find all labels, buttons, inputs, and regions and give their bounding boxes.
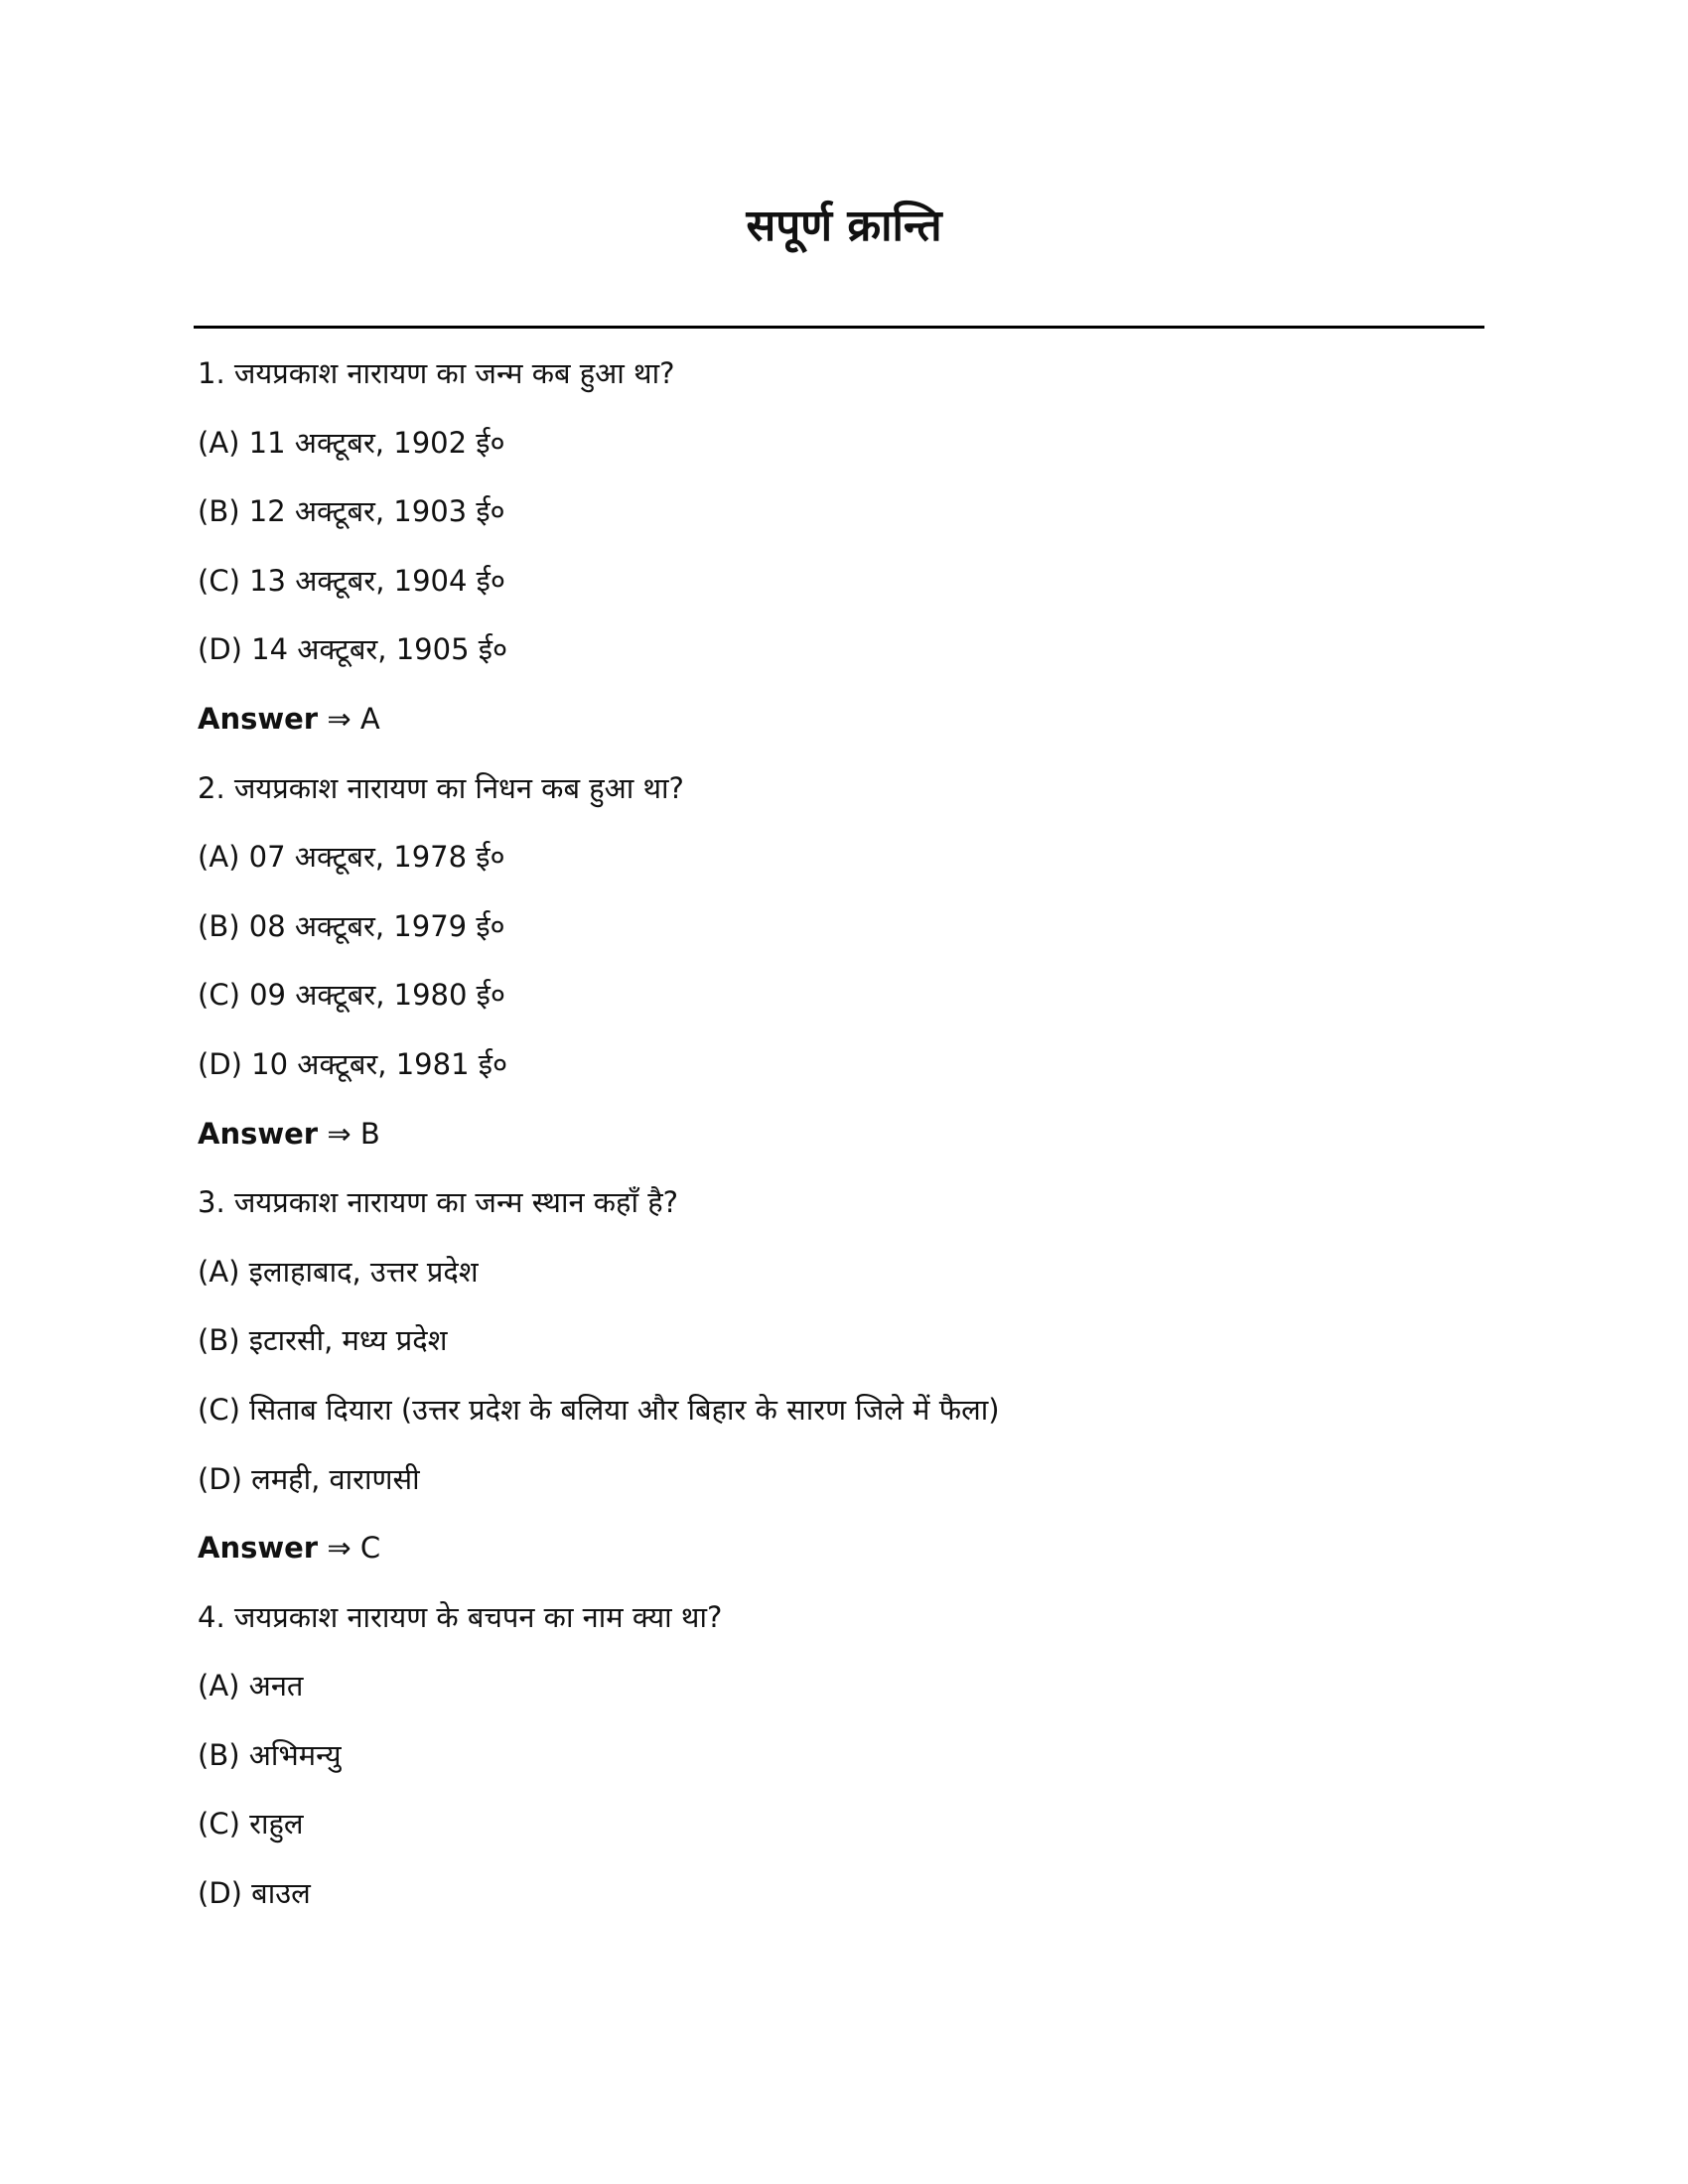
question-text: 3. जयप्रकाश नारायण का जन्म स्थान कहाँ है? (198, 1185, 678, 1220)
answer-value: ⇒ C (327, 1531, 381, 1566)
answer-label: Answer (198, 701, 319, 736)
answer (198, 1100, 1488, 1169)
option-b: (B) 08 अक्टूबर, 1979 ई० (198, 908, 505, 943)
question-3 (198, 1168, 1488, 1583)
option-a: (A) इलाहाबाद, उत्तर प्रदेश (198, 1254, 479, 1289)
option-d: (D) बाउल (198, 1876, 311, 1911)
option-a: (A) 11 अक्टूबर, 1902 ई० (198, 425, 505, 460)
option-c: (C) 09 अक्टूबर, 1980 ई० (198, 978, 505, 1013)
question-text: 1. जयप्रकाश नारायण का जन्म कब हुआ था? (198, 356, 675, 390)
option-c: (C) 13 अक्टूबर, 1904 ई० (198, 563, 505, 598)
question-1 (198, 340, 1488, 754)
option-c: (C) राहुल (198, 1807, 304, 1842)
answer-value: ⇒ B (327, 1116, 380, 1151)
answer-value: ⇒ A (327, 701, 380, 736)
answer-label: Answer (198, 1116, 319, 1151)
option-b: (B) अभिमन्यु (198, 1737, 342, 1772)
option-a: (A) 07 अक्टूबर, 1978 ई० (198, 840, 505, 875)
option-b: (B) इटारसी, मध्य प्रदेश (198, 1323, 448, 1358)
option-b: (B) 12 अक्टूबर, 1903 ई० (198, 494, 505, 529)
answer-label: Answer (198, 1531, 319, 1566)
answer (198, 685, 1488, 754)
page-title: सपूर्ण क्रान्ति (746, 201, 942, 251)
question-4 (198, 1583, 1488, 1929)
title-divider (194, 326, 1484, 329)
question-text: 4. जयप्रकाश नारायण के बचपन का नाम क्या था? (198, 1599, 723, 1634)
option-c: (C) सिताब दियारा (उत्तर प्रदेश के बलिया और बिहार के सारण जिले में फैला) (198, 1392, 1000, 1427)
option-d: (D) लमही, वाराणसी (198, 1461, 420, 1496)
question-text: 2. जयप्रकाश नारायण का निधन कब हुआ था? (198, 770, 684, 805)
answer (198, 1514, 1488, 1583)
option-d: (D) 14 अक्टूबर, 1905 ई० (198, 632, 508, 667)
question-list (198, 340, 1488, 1929)
question-2 (198, 754, 1488, 1169)
option-a: (A) अनत (198, 1669, 304, 1704)
option-d: (D) 10 अक्टूबर, 1981 ई० (198, 1046, 508, 1081)
